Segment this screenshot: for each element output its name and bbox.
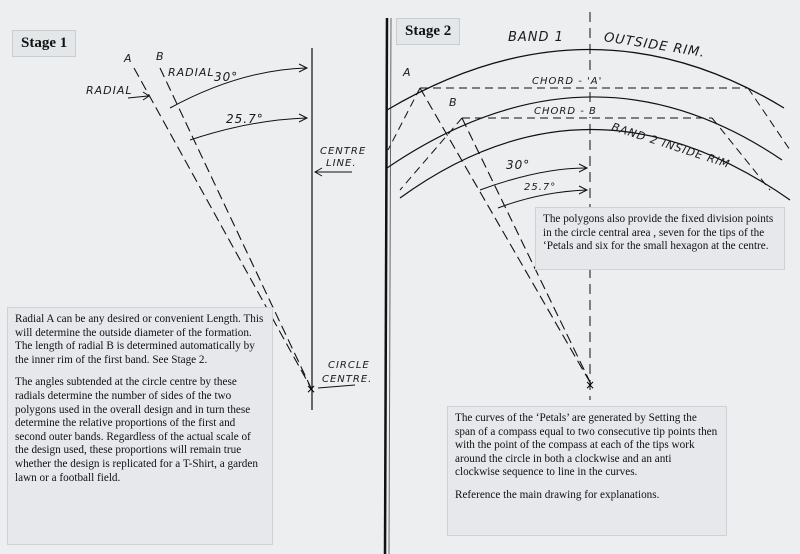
stage2-bottom-note-paragraph-2: Reference the main drawing for explanations.: [455, 488, 660, 501]
stage-divider: [385, 18, 387, 554]
stage1-circle-centre-label-1: CIRCLE: [328, 360, 370, 371]
stage1-letter-a: A: [124, 52, 133, 65]
svg-text:×: ×: [306, 382, 317, 396]
stage1-centre-line-label-1: CENTRE: [320, 146, 367, 157]
stage2-top-note: The polygons also provide the fixed division points in the circle central area , seven for the tips of the ‘Petals and six for the small hexagon at the centre.: [535, 207, 785, 270]
stage2-outside-rim-label: OUTSIDE RIM.: [602, 30, 707, 61]
stage1-note-paragraph-1: Radial A can be any desired or convenient Length. This will determine the outside diameter of the formation. The length of radial B is determined automatically by the inner rim of the first band. See Stage 2.: [15, 313, 264, 366]
stage1-centre-line-label-2: LINE.: [326, 158, 357, 169]
stage2-band1-label: BAND 1: [508, 30, 564, 45]
stage1-circle-centre-label-2: CENTRE.: [322, 374, 373, 385]
stage2-bottom-note-paragraph-1: The curves of the ‘Petals’ are generated by Setting the span of a compass equal to two consecutive tip points then with the point of the compass at each of the tips work around the circle in both a clockwise and an anti clockwise sequence to line in the curves.: [455, 412, 718, 479]
stage1-radial-left-label: RADIAL: [86, 84, 133, 97]
stage2-band2-label: BAND 2 INSIDE RIM: [609, 120, 732, 171]
stage1-radial-right-label: RADIAL: [168, 66, 215, 79]
stage-divider-shadow: [389, 18, 391, 554]
stage1-title: Stage 1: [12, 30, 76, 57]
stage2-angle-30: 30°: [506, 158, 531, 172]
stage2-letter-a: A: [403, 66, 412, 79]
stage2-angle-257: 25.7°: [524, 182, 557, 193]
stage2-chord-a-label: CHORD - 'A': [532, 76, 603, 87]
svg-text:×: ×: [585, 378, 596, 392]
stage2-bottom-note: [447, 406, 727, 536]
stage1-angle-30: 30°: [214, 70, 239, 84]
stage1-angle-257: 25.7°: [226, 112, 264, 126]
stage1-note-paragraph-2: The angles subtended at the circle centre by these radials determine the number of sides of the two polygons used in the overall design and in turn these determine the relative proportions of the first and second outer bands. Regardless of the actual scale of the design used, these proportions will remain true whether the design is replicated for a T-Shirt, a garden lawn or a football field.: [15, 376, 258, 484]
stage2-chord-b-label: CHORD - B: [534, 106, 597, 117]
stage1-note: [7, 307, 273, 545]
stage2-inner-arc-2: [400, 129, 790, 200]
stage2-title: Stage 2: [396, 18, 460, 45]
stage1-letter-b: B: [156, 50, 165, 63]
stage2-letter-b: B: [449, 96, 458, 109]
